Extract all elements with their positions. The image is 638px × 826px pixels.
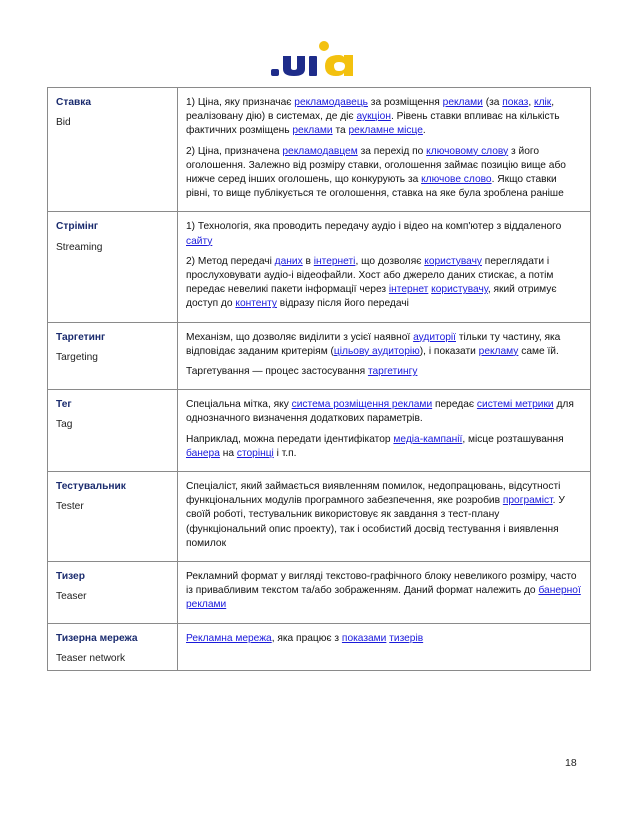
glossary-link[interactable]: показами	[341, 632, 387, 644]
glossary-link[interactable]: система розміщення реклами	[291, 399, 433, 411]
glossary-link[interactable]: рекламне місце	[348, 125, 423, 137]
term-cell	[48, 88, 178, 212]
definition-paragraph: 2) Метод передачі даних в інтернеті, що дозволяє користувачу переглядати і прослуховувати аудіо-і відеофайли. Хост або джерело даних стискає, а потім передає невеликі пакети інформації через інтернет користувачу, який отримує доступ до контенту відразу після його передачі	[186, 255, 557, 310]
logo-dot	[271, 69, 279, 76]
definition-cell	[178, 322, 591, 390]
definition-paragraph: 1) Ціна, яку призначає рекламодавець за розміщення реклами (за показ, клік, реалізовану дію) в системах, де діє аукціон. Рівень ставки впливає на кількість фактичних розміщень реклами та рекламне місце.	[186, 97, 560, 137]
term-cell	[48, 390, 178, 472]
glossary-link[interactable]: сайту	[186, 235, 213, 247]
glossary-row	[48, 212, 591, 322]
term-cell	[48, 322, 178, 390]
glossary-link[interactable]: системі метрики	[476, 399, 554, 411]
glossary-link[interactable]: рекламодавець	[294, 97, 368, 108]
glossary-row	[48, 562, 591, 624]
glossary-link[interactable]: банерної реклами	[186, 585, 581, 611]
term-name: Таргетинг	[56, 331, 106, 343]
term-cell	[48, 472, 178, 562]
glossary-link[interactable]: клік	[534, 97, 552, 108]
definition-paragraph: Спеціаліст, який займається виявленням помилок, недопрацювань, відсутності функціональних модулів програмного забезпечення, яке розробив програміст. У своїй роботі, тестувальник використовує як завдання з тест-плану (функціональний опис проекту), так і особистий досвід тестування і виявлення помилок	[186, 481, 565, 549]
term-name: Тег	[56, 399, 72, 411]
glossary-link[interactable]: таргетингу	[367, 366, 418, 378]
term-name: Тизер	[56, 571, 85, 583]
glossary-link[interactable]: даних	[274, 255, 303, 267]
glossary-link[interactable]: медіа-кампанії	[393, 433, 463, 445]
term-english: Targeting	[56, 351, 98, 363]
glossary-link[interactable]: ключовому слову	[426, 145, 509, 157]
term-english: Teaser	[56, 591, 87, 603]
glossary-link[interactable]: інтернет	[388, 284, 429, 296]
definition-cell	[178, 88, 591, 212]
term-name: Тестувальник	[56, 481, 126, 493]
definition-paragraph: Спеціальна мітка, яку система розміщення реклами передає системі метрики для однозначного визначення додаткових параметрів.	[186, 399, 574, 425]
definition-paragraph: Механізм, що дозволяє виділити з усієї наявної аудиторії тільки ту частину, яка відповідає заданим критеріям (цільову аудиторію), і показати рекламу саме їй.	[186, 331, 561, 357]
glossary-link[interactable]: реклами	[442, 97, 483, 108]
definition-cell	[178, 390, 591, 472]
definition-paragraph: Рекламний формат у вигляді текстово-графічного блоку невеликого розміру, часто із привабливим текстом та/або зображенням. Даний формат належить до банерної реклами	[186, 571, 581, 611]
logo-letter-i	[309, 56, 317, 76]
glossary-link[interactable]: банера	[186, 447, 220, 459]
glossary-link[interactable]: Рекламна мережа	[186, 632, 272, 644]
term-cell	[48, 562, 178, 624]
logo-letter-u	[283, 56, 305, 76]
definition-paragraph: Рекламна мережа, яка працює з показами тизерів	[186, 632, 424, 644]
term-english: Bid	[56, 117, 71, 129]
definition-paragraph: 2) Ціна, призначена рекламодавцем за перехід по ключовому слову з його оголошення. Залежно від розміру ставки, оголошення займає позицію вище або нижче серед інших оголошень, що конкурують за ключове слово. Якщо ставки рівні, то вище публікується те оголошення, ставка на яке була зроблена раніше	[186, 145, 566, 200]
definition-paragraph: Таргетування — процес застосування таргетингу	[186, 366, 418, 378]
term-english: Teaser network	[56, 652, 126, 664]
glossary-row	[48, 390, 591, 472]
glossary-link[interactable]: контенту	[235, 298, 277, 310]
glossary-link[interactable]: рекламу	[478, 345, 519, 357]
glossary-link[interactable]: цільову аудиторію	[333, 345, 420, 357]
definition-cell	[178, 212, 591, 322]
term-name: Стрімінг	[56, 221, 99, 233]
term-cell	[48, 212, 178, 322]
definition-paragraph: Наприклад, можна передати ідентифікатор медіа-кампанії, місце розташування банера на сторінці і т.п.	[186, 433, 564, 459]
glossary-link[interactable]: програміст	[502, 495, 553, 507]
glossary-row	[48, 623, 591, 670]
term-name: Ставка	[56, 97, 92, 108]
glossary-row	[48, 472, 591, 562]
glossary-row	[48, 322, 591, 390]
glossary-row	[48, 88, 591, 212]
glossary-link[interactable]: реклами	[292, 125, 333, 137]
glossary-link[interactable]: ключове слово	[421, 174, 492, 186]
logo-yellow-dot	[319, 41, 329, 51]
definition-paragraph: 1) Технологія, яка проводить передачу аудіо і відео на комп'ютер з віддаленого сайту	[186, 221, 562, 247]
definition-cell	[178, 623, 591, 670]
term-english: Tester	[56, 501, 84, 513]
glossary-table	[47, 87, 591, 671]
glossary-link[interactable]: аукціон	[356, 111, 391, 123]
term-english: Streaming	[56, 241, 103, 253]
term-cell	[48, 623, 178, 670]
term-name: Тизерна мережа	[56, 632, 138, 644]
glossary-link[interactable]: показ	[502, 97, 529, 108]
glossary-link[interactable]: тизерів	[389, 632, 424, 644]
glossary-link[interactable]: інтернеті	[313, 255, 356, 267]
page-number: 18	[565, 757, 577, 769]
glossary-link[interactable]: аудиторії	[413, 331, 456, 343]
glossary-link[interactable]: рекламодавцем	[282, 145, 358, 157]
definition-cell	[178, 562, 591, 624]
ua-logo	[268, 40, 368, 80]
glossary-link[interactable]: користувачу	[424, 255, 482, 267]
definition-cell	[178, 472, 591, 562]
glossary-link[interactable]: користувачу	[431, 284, 488, 296]
glossary-link[interactable]: сторінці	[236, 447, 274, 459]
logo-letter-a	[325, 55, 353, 76]
term-english: Tag	[56, 419, 73, 431]
